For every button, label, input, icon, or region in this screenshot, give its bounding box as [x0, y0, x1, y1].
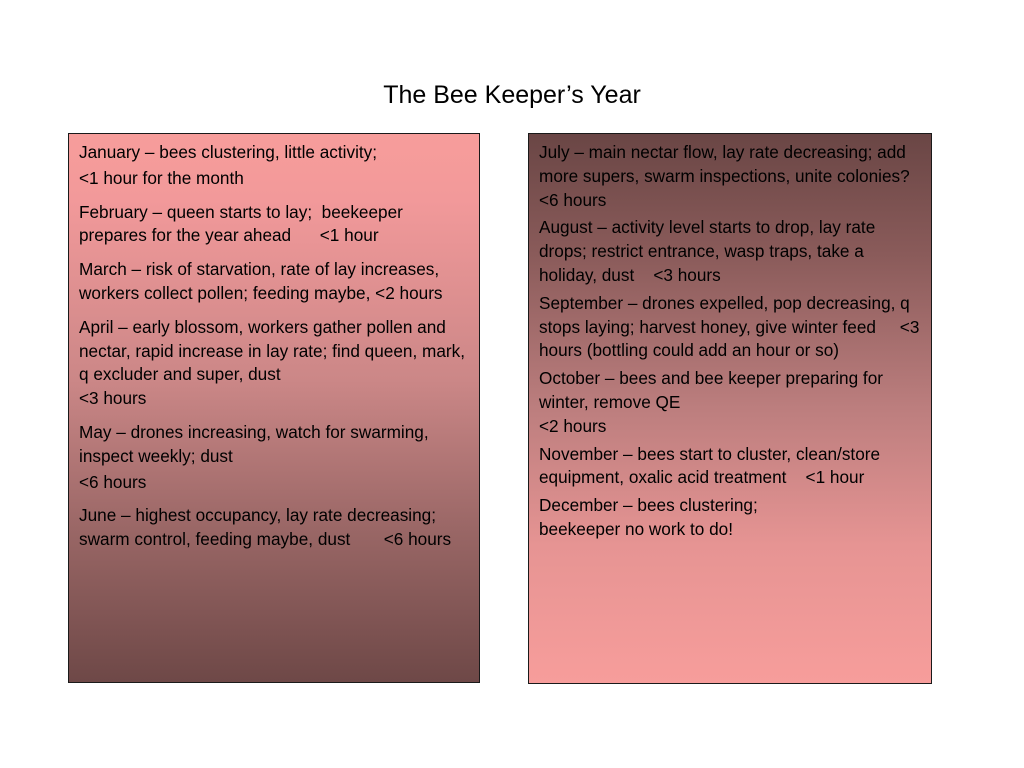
month-april: April – early blossom, workers gather pollen and nectar, rapid increase in lay rate; find queen, mark, q excluder and super, dust <3 hours: [79, 316, 465, 409]
slide-title: The Bee Keeper’s Year: [383, 81, 641, 109]
month-june: June – highest occupancy, lay rate decreasing; swarm control, feeding maybe, dust <6 hours: [79, 505, 452, 550]
month-may: May – drones increasing, watch for swarming, inspect weekly; dust: [79, 421, 429, 466]
month-january: January – bees clustering, little activity;: [79, 142, 378, 162]
month-july: July – main nectar flow, lay rate decreasing; add more supers, swarm inspections, unite colonies? <6 hours: [539, 142, 910, 210]
month-august: August – activity level starts to drop, lay rate drops; restrict entrance, wasp traps, take a holiday, dust <3 hours: [539, 217, 881, 285]
month-march: March – risk of starvation, rate of lay increases, workers collect pollen; feeding maybe, <2 hours: [79, 259, 443, 303]
month-december: December – bees clustering; beekeeper no work to do!: [539, 495, 758, 539]
right-month-panel: [528, 133, 932, 684]
month-october: October – bees and bee keeper preparing for winter, remove QE <2 hours: [539, 368, 883, 436]
month-may-time: <6 hours: [79, 471, 147, 492]
month-september: September – drones expelled, pop decreasing, q stops laying; harvest honey, give winter feed <3 hours (bottling could add an hour or so): [539, 292, 925, 361]
left-month-panel: [68, 133, 480, 683]
month-november: November – bees start to cluster, clean/store equipment, oxalic acid treatment <1 hour: [539, 443, 885, 488]
month-january-time: <1 hour for the month: [79, 167, 244, 188]
month-february: February – queen starts to lay; beekeeper prepares for the year ahead <1 hour: [79, 201, 408, 246]
